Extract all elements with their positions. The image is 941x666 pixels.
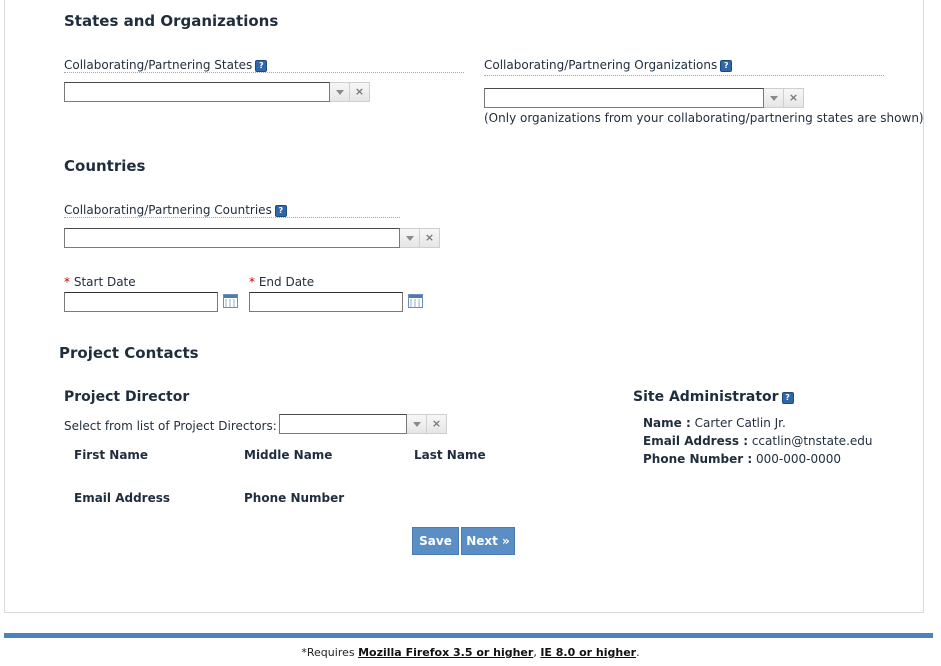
footer-requirements — [0, 646, 941, 659]
footer-suffix: . — [636, 646, 640, 659]
footer-separator: , — [533, 646, 541, 659]
countries-label-row — [64, 199, 400, 218]
orgs-label: Collaborating/Partnering Organizations — [484, 58, 718, 72]
countries-input[interactable] — [64, 228, 400, 248]
orgs-label-row — [484, 54, 884, 76]
project-director-title: Project Director — [64, 389, 190, 405]
next-button[interactable]: Next » — [461, 527, 515, 555]
ie-link[interactable]: IE 8.0 or higher — [540, 646, 637, 659]
last-name-label: Last Name — [414, 448, 486, 462]
director-select-label: Select from list of Project Directors: — [64, 419, 277, 433]
footer-bar — [4, 633, 933, 638]
orgs-input[interactable] — [484, 88, 764, 108]
start-date-label: Start Date — [73, 275, 136, 289]
contacts-section-title: Project Contacts — [59, 344, 199, 362]
site-admin-email-value: ccatlin@tnstate.edu — [751, 434, 873, 448]
end-date-label: End Date — [258, 275, 315, 289]
site-admin-phone — [643, 452, 841, 466]
help-icon[interactable]: ? — [782, 392, 794, 404]
site-admin-title-row — [633, 389, 794, 405]
site-admin-name-label: Name : — [643, 416, 691, 430]
firefox-link[interactable]: Mozilla Firefox 3.5 or higher — [358, 646, 534, 659]
close-icon[interactable]: × — [427, 414, 447, 434]
end-date-label-row — [249, 275, 314, 289]
orgs-combobox[interactable] — [484, 88, 804, 108]
help-icon[interactable]: ? — [275, 205, 287, 217]
states-label-row — [64, 54, 464, 73]
save-button[interactable]: Save — [412, 527, 459, 555]
phone-number-label: Phone Number — [244, 491, 345, 505]
required-mark: * — [249, 275, 255, 289]
start-date-label-row — [64, 275, 136, 289]
help-icon[interactable]: ? — [255, 60, 267, 72]
site-admin-email — [643, 434, 872, 448]
close-icon[interactable]: × — [784, 88, 804, 108]
states-label: Collaborating/Partnering States — [64, 58, 253, 72]
states-combobox[interactable] — [64, 82, 370, 102]
close-icon[interactable]: × — [350, 82, 370, 102]
site-admin-email-label: Email Address : — [643, 434, 748, 448]
start-date-input[interactable] — [64, 292, 218, 312]
site-admin-phone-label: Phone Number : — [643, 452, 753, 466]
chevron-down-icon[interactable] — [407, 414, 427, 434]
footer-prefix: *Requires — [301, 646, 359, 659]
site-admin-name-value: Carter Catlin Jr. — [694, 416, 786, 430]
countries-section-title: Countries — [64, 157, 146, 175]
required-mark: * — [64, 275, 70, 289]
site-admin-phone-value: 000-000-0000 — [755, 452, 841, 466]
orgs-note: (Only organizations from your collaborating/partnering states are shown) — [484, 111, 924, 125]
chevron-down-icon[interactable] — [764, 88, 784, 108]
site-admin-title: Site Administrator — [633, 389, 779, 405]
chevron-down-icon[interactable] — [330, 82, 350, 102]
help-icon[interactable]: ? — [720, 60, 732, 72]
first-name-label: First Name — [74, 448, 149, 462]
calendar-icon[interactable] — [223, 294, 238, 308]
director-input[interactable] — [279, 414, 407, 434]
director-combobox[interactable] — [279, 414, 447, 434]
chevron-down-icon[interactable] — [400, 228, 420, 248]
middle-name-label: Middle Name — [244, 448, 333, 462]
countries-combobox[interactable] — [64, 228, 440, 248]
site-admin-name — [643, 416, 786, 430]
end-date-input[interactable] — [249, 292, 403, 312]
calendar-icon[interactable] — [408, 294, 423, 308]
countries-label: Collaborating/Partnering Countries — [64, 203, 272, 217]
states-section-title: States and Organizations — [64, 12, 279, 30]
close-icon[interactable]: × — [420, 228, 440, 248]
states-input[interactable] — [64, 82, 330, 102]
email-address-label: Email Address — [74, 491, 171, 505]
